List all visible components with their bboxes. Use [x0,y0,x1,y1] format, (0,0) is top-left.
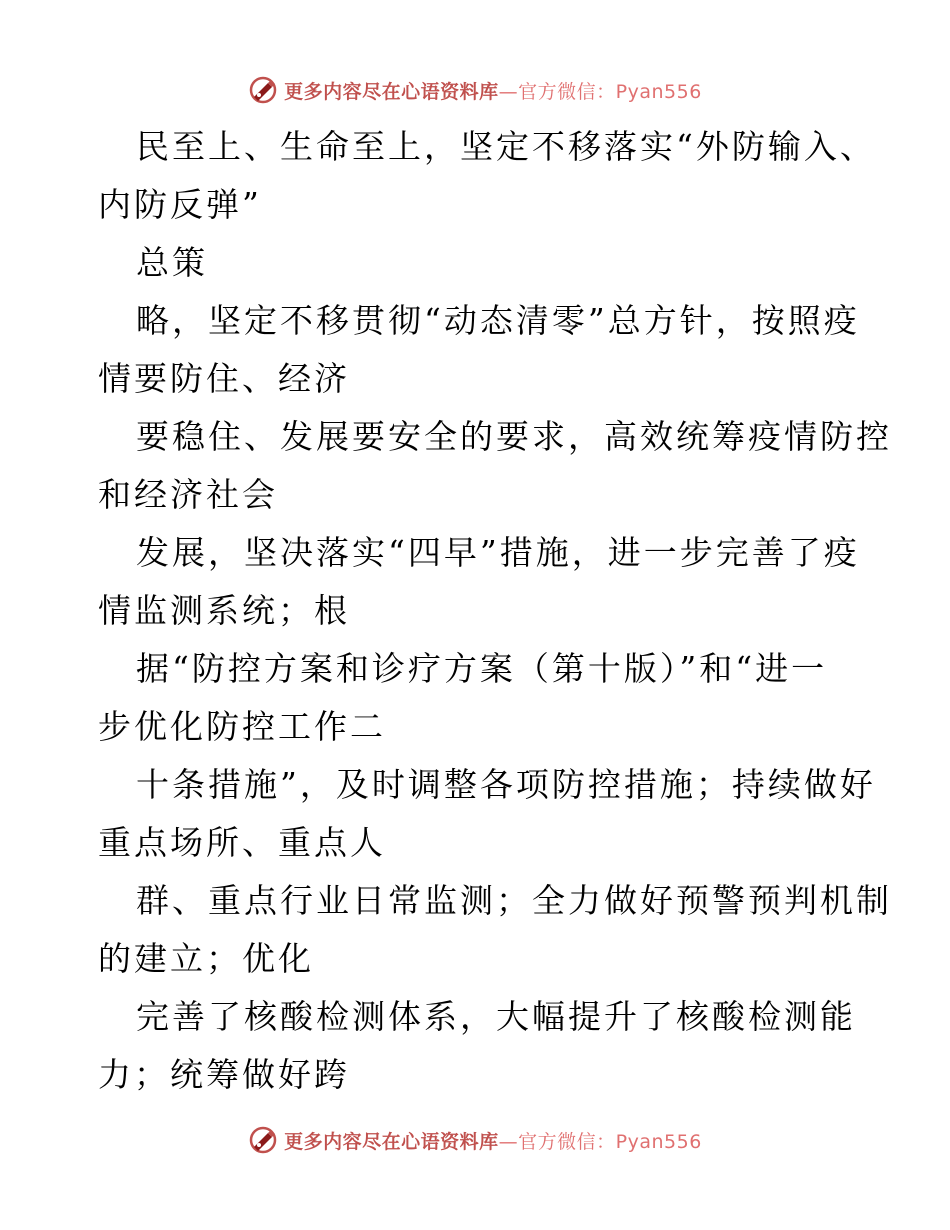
banner-main-text: 更多内容尽在心语资料库 [284,1130,499,1153]
banner-sub-text: —官方微信：Pyan556 [498,80,702,103]
text-line: 要稳住、发展要安全的要求，高效统筹疫情防控 [136,417,892,456]
text-line: 情监测系统；根 [98,591,350,630]
text-line: 略，坚定不移贯彻“动态清零”总方针，按照疫 [136,301,860,340]
text-line: 力；统筹做好跨 [98,1055,350,1094]
text-line: 的建立；优化 [98,939,314,978]
text-line: 总策 [136,243,208,282]
text-line: 完善了核酸检测体系，大幅提升了核酸检测能 [136,997,856,1036]
text-line: 情要防住、经济 [98,359,350,398]
text-line: 步优化防控工作二 [98,707,386,746]
text-line: 发展，坚决落实“四早”措施，进一步完善了疫 [136,533,860,572]
banner-sub-text: —官方微信：Pyan556 [498,1130,702,1153]
text-line: 内防反弹” [98,185,262,224]
text-line: 和经济社会 [98,475,278,514]
pen-logo-icon [248,1125,278,1155]
banner-main-text: 更多内容尽在心语资料库 [284,80,499,103]
text-line: 据“防控方案和诊疗方案（第十版）”和“进一 [136,649,828,688]
text-line: 重点场所、重点人 [98,823,386,862]
text-line: 十条措施”，及时调整各项防控措施；持续做好 [136,765,876,804]
header-banner [0,70,950,110]
text-line: 民至上、生命至上，坚定不移落实“外防输入、 [136,127,876,166]
text-line: 群、重点行业日常监测；全力做好预警预判机制 [136,881,892,920]
document-body [98,118,892,1104]
footer-banner [0,1120,950,1160]
pen-logo-icon [248,75,278,105]
